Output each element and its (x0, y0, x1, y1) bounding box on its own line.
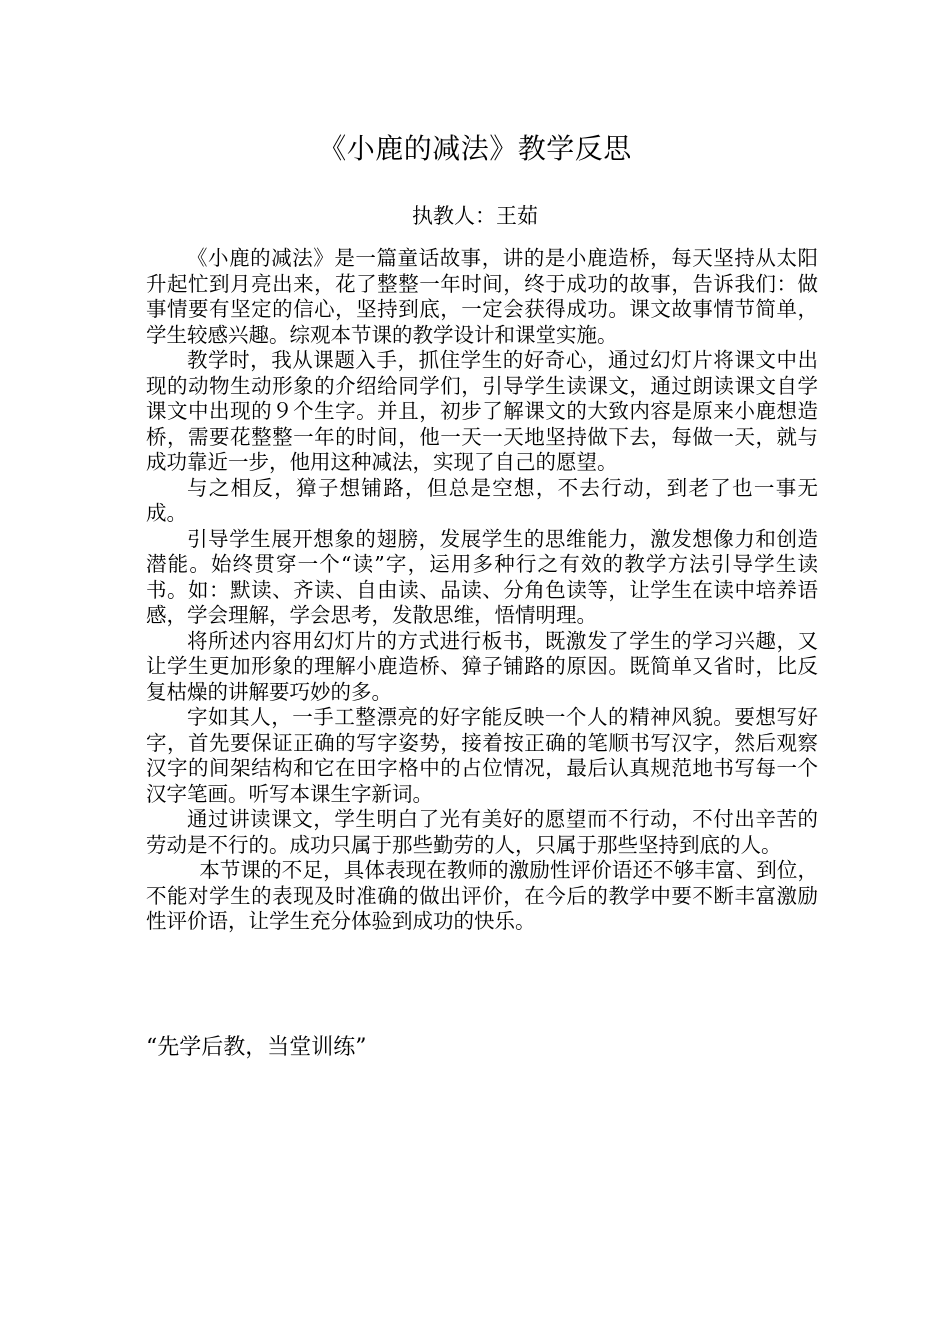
author-line: 执教人：王茹 (412, 204, 538, 228)
paragraph-imagination: 引导学生展开想象的翅膀，发展学生的思维能力，激发想像力和创造潜能。始终贯穿一个“读”字，运用多种行之有效的教学方法引导学生读书。如：默读、齐读、自由读、品读、分角色读等，让学生在读中培养语感，学会理解，学会思考，发散思维，悟情明理。 (146, 526, 818, 627)
paragraph-shortcomings: 本节课的不足，具体表现在教师的激励性评价语还不够丰富、到位，不能对学生的表现及时准确的做出评价，在今后的教学中要不断丰富激励性评价语，让学生充分体验到成功的快乐。 (146, 858, 818, 933)
paragraph-teaching: 教学时，我从课题入手，抓住学生的好奇心，通过幻灯片将课文中出现的动物生动形象的介绍给同学们，引导学生读课文，通过朗读课文自学课文中出现的９个生字。并且，初步了解课文的大致内容是原来小鹿想造桥，需要花整整一年的时间，他一天一天地坚持做下去，每做一天，就与成功靠近一步，他用这种减法，实现了自己的愿望。 (146, 348, 818, 474)
paragraph-contrast: 与之相反，獐子想铺路，但总是空想，不去行动，到老了也一事无成。 (146, 475, 818, 525)
document-title: 《小鹿的减法》教学反思 (318, 132, 632, 165)
paragraph-intro: 《小鹿的减法》是一篇童话故事，讲的是小鹿造桥，每天坚持从太阳升起忙到月亮出来，花了整整一年时间，终于成功的故事，告诉我们：做事情要有坚定的信心，坚持到底，一定会获得成功。课文故事情节简单，学生较感兴趣。综观本节课的教学设计和课堂实施。 (146, 246, 818, 347)
motto: “先学后教，当堂训练” (146, 1035, 367, 1060)
paragraph-handwriting: 字如其人，一手工整漂亮的好字能反映一个人的精神风貌。要想写好字，首先要保证正确的写字姿势，接着按正确的笔顺书写汉字，然后观察汉字的间架结构和它在田字格中的占位情况，最后认真规范地书写每一个汉字笔画。听写本课生字新词。 (146, 705, 818, 806)
paragraph-conclusion: 通过讲读课文，学生明白了光有美好的愿望而不行动，不付出辛苦的劳动是不行的。成功只属于那些勤劳的人，只属于那些坚持到底的人。 (146, 807, 818, 857)
paragraph-slides: 将所述内容用幻灯片的方式进行板书，既激发了学生的学习兴趣，又让学生更加形象的理解小鹿造桥、獐子铺路的原因。既简单又省时，比反复枯燥的讲解要巧妙的多。 (146, 628, 818, 704)
body-text (146, 246, 818, 935)
